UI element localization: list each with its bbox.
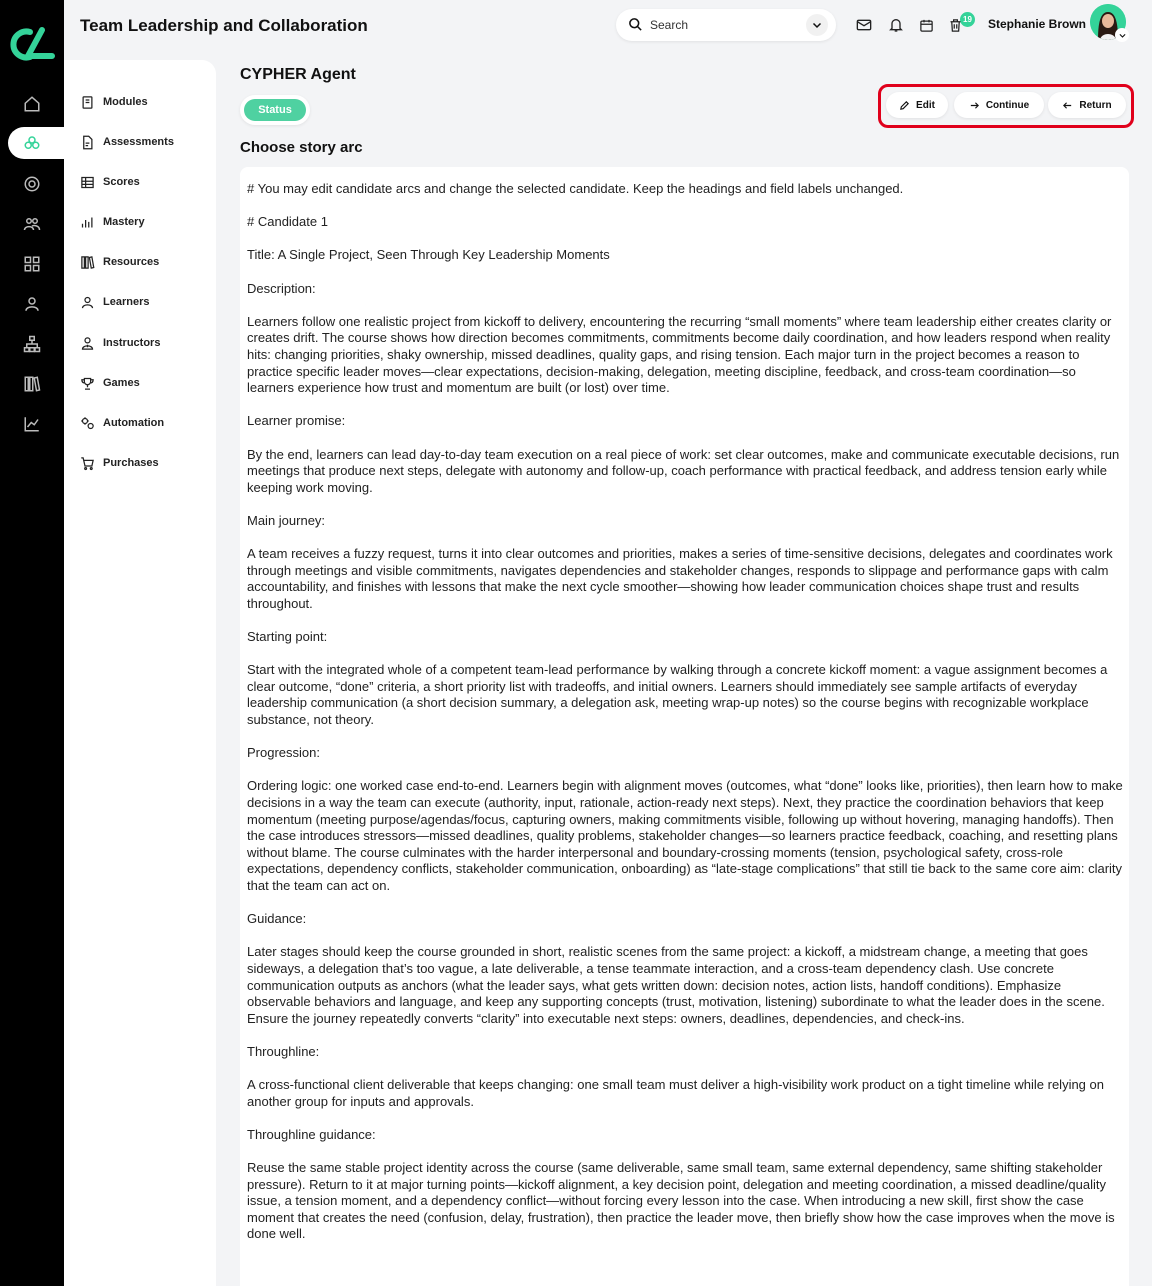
mail-icon[interactable] [855,16,873,34]
edit-label: Edit [916,99,935,111]
hierarchy-icon[interactable] [20,332,44,356]
nav-item-automation[interactable] [80,413,164,433]
nav-item-label: Purchases [103,457,159,469]
nav-item-learners[interactable] [80,292,149,312]
secondary-nav [64,60,216,1286]
nav-item-label: Assessments [103,136,174,148]
nav-item-label: Modules [103,96,148,108]
continue-label: Continue [985,99,1030,111]
status-badge[interactable] [240,95,310,125]
arrow-right-icon [969,100,980,111]
nav-item-label: Learners [103,296,150,308]
notification-badge: 19 [960,12,975,27]
users-icon[interactable] [20,212,44,236]
arrow-left-icon [1062,100,1073,111]
user-name[interactable]: Stephanie Brown [988,17,1087,31]
nav-item-label: Games [103,377,140,389]
user-icon [80,295,95,310]
grid-icon[interactable] [20,252,44,276]
nav-item-instructors[interactable] [80,333,160,353]
search-input[interactable] [650,15,800,35]
chevron-down-icon[interactable] [806,14,828,36]
status-label: Status [244,99,306,121]
search-icon [628,17,643,37]
table-icon [80,175,95,190]
library-icon[interactable] [20,372,44,396]
home-icon[interactable] [20,92,44,116]
nav-item-label: Automation [103,417,165,429]
app-logo[interactable] [8,24,56,64]
nav-item-label: Scores [103,176,140,188]
bell-icon[interactable] [887,16,905,34]
nav-item-label: Mastery [103,216,145,228]
document-icon [80,135,95,150]
gears-icon [80,416,95,431]
target-icon[interactable] [20,172,44,196]
nav-item-games[interactable] [80,373,140,393]
continue-button[interactable] [954,92,1044,118]
edit-button[interactable] [886,92,948,118]
user-icon[interactable] [20,292,44,316]
section-title: Choose story arc [240,139,363,156]
nav-item-modules[interactable] [80,92,148,112]
nav-item-label: Instructors [103,337,161,349]
chevron-down-icon[interactable] [1115,28,1129,42]
return-label: Return [1079,99,1112,111]
book-icon [80,95,95,110]
story-arc-text[interactable]: # You may edit candidate arcs and change the selected candidate. Keep the headings and field labels unchanged. # Candidate 1 Title: A Single Project, Seen Through Key Leadership Moments Description: Learners follow one realistic project from kickoff to delivery, encountering the recurring “small moments” where team leadership either creates clarity or creates drift. The course shows how direction becomes commitments, commitments become daily coordination, and how leaders respond when reality hits: changing priorities, shaky ownership, missed deadlines, quality gaps, and rising tension. Each major turn in the project becomes a reason to practice specific leader moves—clear expectations, decision-making, delegation, meeting discipline, feedback, and cross-team coordination—so learners experience how trust and momentum are built (or lost) over time. Learner promise: By the end, learners can lead day-to-day team execution on a real piece of work: set clear outcomes, make and communicate executable decisions, run meetings that produce next steps, delegate with autonomy and follow-up, coach performance with practical feedback, and address tension early while keeping work moving. Main journey: A team receives a fuzzy request, turns it into clear outcomes and priorities, makes a series of time-sensitive decisions, delegates and coordinates work through meetings and visible commitments, navigates dependencies and stakeholder changes, responds to slippage and performance gaps with calm accountability, and finishes with lessons that make the next cycle smoother—showing how leader communication choices shape trust and results throughout. Starting point: Start with the integrated whole of a competent team-lead performance by walking through a concrete kickoff moment: a vague assignment becomes a clear outcome, “done” criteria, a short priority list with tradeoffs, and initial owners. Learners should immediately see sample artifacts of everyday leadership communication (a short decision summary, a delegation ask, meeting wrap-up notes) so the course begins with recognizable workplace substance, not theory. Progression: Ordering logic: one worked case end-to-end. Learners begin with alignment moves (outcomes, what “done” looks like, priorities), then learn how to make decisions in a way the team can execute (authority, input, rationale, action-ready next steps). Next, they practice the coordination behaviors that keep momentum (meeting purpose/agendas/focus, capturing owners, making commitments visible, following up without hovering, managing handoffs). Then the case introduces stressors—missed deadlines, quality problems, stakeholder changes—so learners practice feedback, coaching, and resetting plans without blame. The course culminates with the harder interpersonal and boundary-crossing moments (tension, psychological safety, cross-role expectations, dependency conflicts, stakeholder communication, onboarding) as “late-stage complications” that still tie back to the same core aim: clarity that the team can act on. Guidance: Later stages should keep the course grounded in short, realistic scenes from the same project: a kickoff, a midstream change, a meeting that goes sideways, a delegation that’s too vague, a late deliverable, a tense teammate interaction, and a cross-team dependency clash. Use concrete communication outputs as anchors (what the leader says, what gets written down: decision notes, action lists, handoff conditions). Emphasize observable behaviors and language, and keep any supporting concepts (trust, motivation, listening) subordinate to what the leader does in the scene. Ensure the journey repeatedly converts “clarity” into executable next steps: owners, deadlines, dependencies, and check-ins. Throughline: A cross-functional client deliverable that keeps changing: one small team must deliver a high-visibility work product on a tight timeline while relying on another group for inputs and approvals. Throughline guidance: Reuse the same stable project identity across the course (same deliverable, same small team, same external dependency, same shifting stakeholder pressure). Return to it at major turning points—kickoff alignment, a key decision point, delegation and meeting coordination, a missed deadline/quality issue, a tension moment, and a dependency conflict—without forcing every lesson into the case. When introducing a new skill, first show the case moment that creates the need (confusion, delay, frustration), then practice the leader move, then briefly show how the case improves when the move is done well. [247,181,1123,1242]
pencil-icon [899,100,910,111]
nav-item-label: Resources [103,256,160,268]
nav-item-assessments[interactable] [80,132,174,152]
top-header [64,0,1152,56]
nav-item-purchases[interactable] [80,453,159,473]
modules-icon[interactable] [20,131,44,155]
nav-item-scores[interactable] [80,172,140,192]
app-rail [0,0,64,1286]
chart-icon[interactable] [20,412,44,436]
page-title: CYPHER Agent [240,66,356,83]
app-title: Team Leadership and Collaboration [80,16,368,35]
trophy-icon [80,376,95,391]
cart-icon [80,456,95,471]
return-button[interactable] [1048,92,1126,118]
nav-item-mastery[interactable] [80,212,145,232]
story-arc-editor[interactable] [240,167,1129,1286]
nav-item-resources[interactable] [80,252,159,272]
bar-chart-icon [80,215,95,230]
search-box[interactable] [616,9,836,41]
calendar-icon[interactable] [917,16,935,34]
library-icon [80,255,95,270]
instructor-icon [80,336,95,351]
trash-icon[interactable] [946,16,964,34]
